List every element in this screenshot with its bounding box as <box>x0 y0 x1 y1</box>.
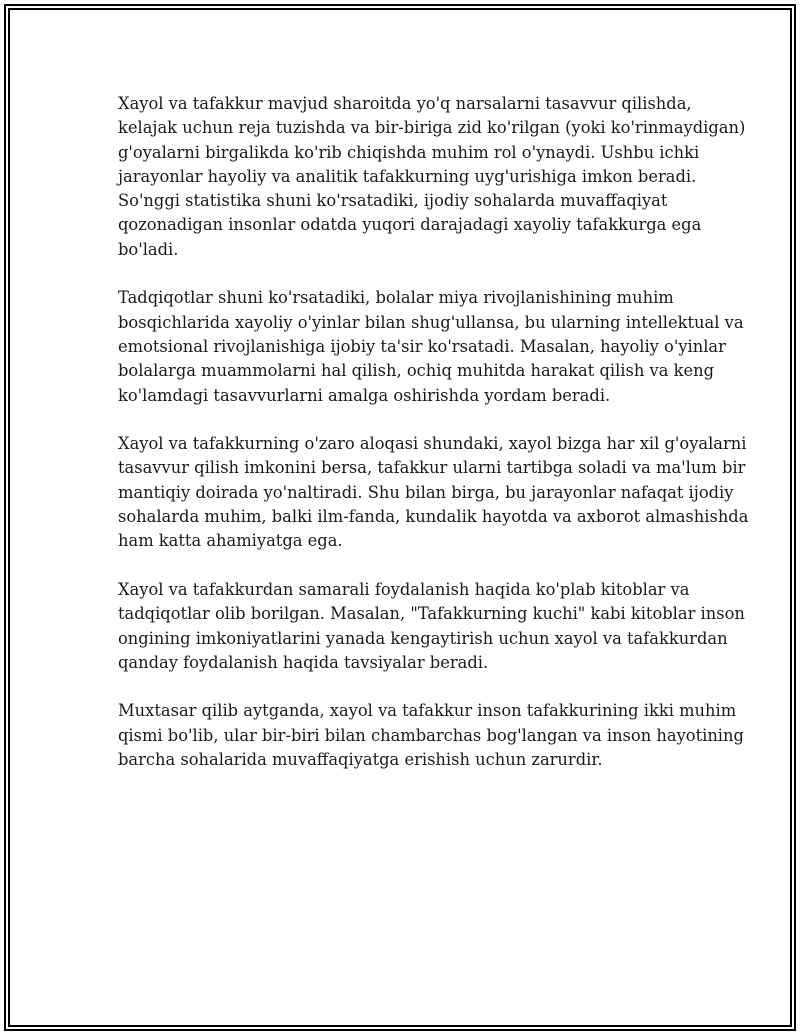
text-line: Xayol va tafakkurning o'zaro aloqasi shundaki, xayol bizga har xil g'oyalarni <box>118 434 747 454</box>
text-line: g'oyalarni birgalikda ko'rib chiqishda muhim rol o'ynaydi. Ushbu ichki <box>118 142 700 162</box>
paragraph-4 <box>118 578 745 675</box>
text-line: qanday foydalanish haqida tavsiyalar beradi. <box>118 652 489 672</box>
text-line: So'nggi statistika shuni ko'rsatadiki, ijodiy sohalarda muvaffaqiyat <box>118 191 668 211</box>
text-line: ongining imkoniyatlarini yanada kengaytirish uchun xayol va tafakkurdan <box>118 628 728 648</box>
text-line: sohalarda muhim, balki ilm-fanda, kundalik hayotda va axborot almashishda <box>118 507 749 527</box>
text-line: barcha sohalarida muvaffaqiyatga erishish uchun zarurdir. <box>118 750 603 770</box>
text-line: mantiqiy doirada yo'naltiradi. Shu bilan birga, bu jarayonlar nafaqat ijodiy <box>118 482 734 502</box>
document-body <box>118 92 749 797</box>
text-line: Tadqiqotlar shuni ko'rsatadiki, bolalar miya rivojlanishining muhim <box>118 288 674 308</box>
text-line: Xayol va tafakkurdan samarali foydalanish haqida ko'plab kitoblar va <box>118 579 690 599</box>
paragraph-5 <box>118 699 744 772</box>
text-line: emotsional rivojlanishiga ijobiy ta'sir ko'rsatadi. Masalan, hayoliy o'yinlar <box>118 336 726 356</box>
text-line: ham katta ahamiyatga ega. <box>118 531 343 551</box>
text-line: tasavvur qilish imkonini bersa, tafakkur ularni tartibga soladi va ma'lum bir <box>118 458 746 478</box>
paragraph-1 <box>118 92 746 262</box>
text-line: ko'lamdagi tasavvurlarni amalga oshirishda yordam beradi. <box>118 385 611 405</box>
text-line: Muxtasar qilib aytganda, xayol va tafakkur inson tafakkurining ikki muhim <box>118 701 737 721</box>
paragraph-2 <box>118 286 744 407</box>
paragraph-3 <box>118 432 749 553</box>
text-line: bolalarga muammolarni hal qilish, ochiq muhitda harakat qilish va keng <box>118 361 715 381</box>
text-line: jarayonlar hayoliy va analitik tafakkurning uyg'urishiga imkon beradi. <box>118 166 697 186</box>
text-line: bo'ladi. <box>118 239 179 259</box>
text-line: kelajak uchun reja tuzishda va bir-biriga zid ko'rilgan (yoki ko'rinmaydigan) <box>118 118 746 138</box>
text-line: tadqiqotlar olib borilgan. Masalan, "Tafakkurning kuchi" kabi kitoblar inson <box>118 604 745 624</box>
text-line: qismi bo'lib, ular bir-biri bilan chambarchas bog'langan va inson hayotining <box>118 725 744 745</box>
text-line: bosqichlarida xayoliy o'yinlar bilan shug'ullansa, bu ularning intellektual va <box>118 312 744 332</box>
text-line: qozonadigan insonlar odatda yuqori darajadagi xayoliy tafakkurga ega <box>118 215 702 235</box>
text-line: Xayol va tafakkur mavjud sharoitda yo'q narsalarni tasavvur qilishda, <box>118 94 692 113</box>
